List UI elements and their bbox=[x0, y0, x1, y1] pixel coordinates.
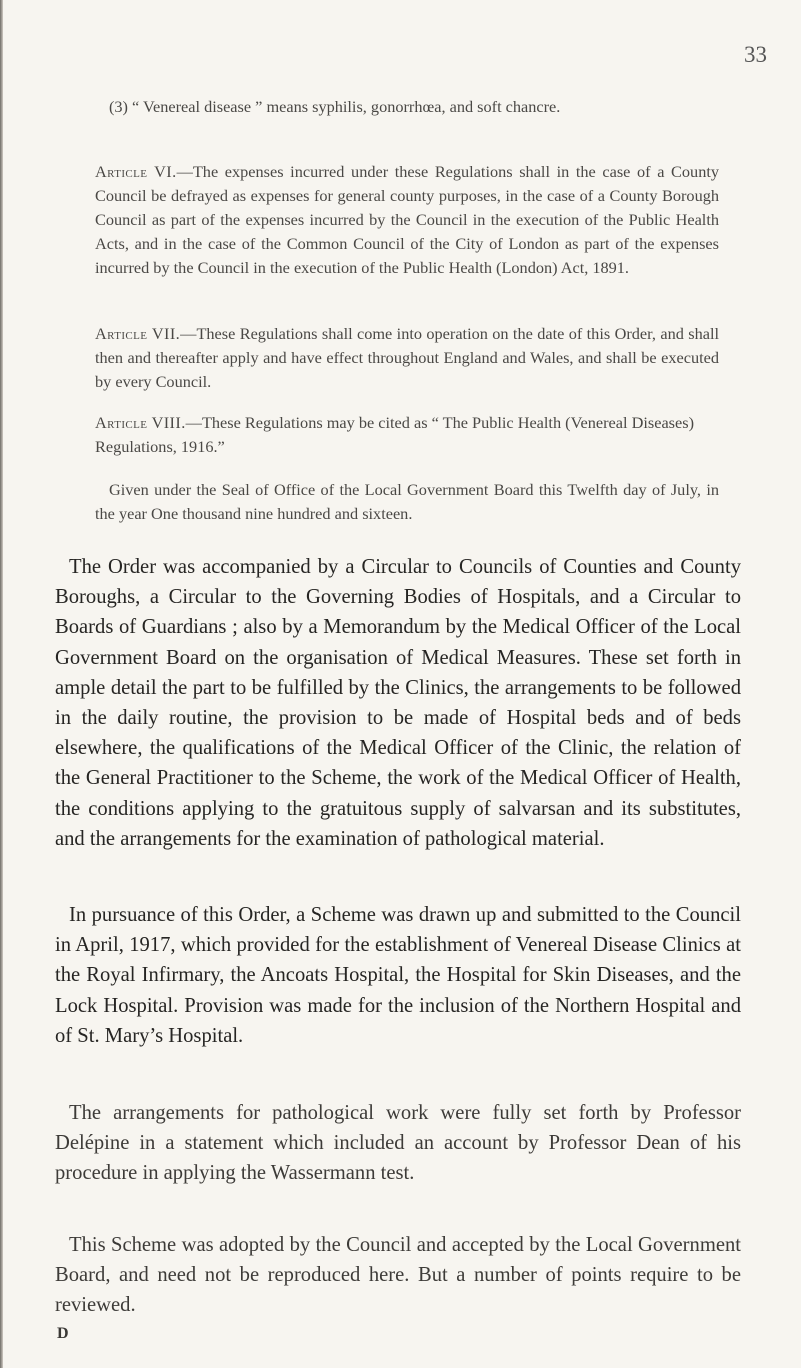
order-circulars-paragraph: The Order was accompanied by a Circular to Councils of Counties and County Boroughs, a Circular to the Governing Bodies of Hospitals, and a Circular to Boards of Guardians ; also by a Memorandum by the Medical Officer of the Local Government Board on the organisation of Medical Measures. These set forth in ample detail the part to be fulfilled by the Clinics, the arrangements to be followed in the daily routine, the provision to be made of Hospital beds and of beds elsewhere, the qualifications of the Medical Officer of the Clinic, the relation of the General Practitioner to the Scheme, the work of the Medical Officer of Health, the conditions applying to the gratuitous supply of salvarsan and its substitutes, and the arrangements for the examination of pathological material. bbox=[55, 556, 741, 850]
article-8-heading: Article VIII. bbox=[95, 413, 186, 432]
article-6-heading: Article VI. bbox=[95, 162, 177, 181]
article-8-text: These Regulations may be cited as “ The Public Health (Venereal Diseases) Regulations, 1916.” bbox=[95, 413, 694, 456]
article-7 bbox=[95, 322, 719, 394]
article-6-dash: — bbox=[176, 162, 193, 181]
signature-mark: D bbox=[57, 1325, 69, 1342]
venereal-disease-definition: (3) “ Venereal disease ” means syphilis, gonorrhœa, and soft chancre. bbox=[109, 97, 561, 116]
article-7-heading: Article VII. bbox=[95, 324, 181, 343]
scheme-paragraph: In pursuance of this Order, a Scheme was drawn up and submitted to the Council in April, 1917, which provided for the establishment of Venereal Disease Clinics at the Royal Infirmary, the Ancoats Hospital, the Hospital for Skin Diseases, and the Lock Hospital. Provision was made for the inclusion of the Northern Hospital and of St. Mary’s Hospital. bbox=[55, 904, 741, 1047]
article-8-dash: — bbox=[185, 413, 202, 432]
pathological-work-paragraph: The arrangements for pathological work were fully set forth by Professor Delépine in a statement which included an account by Professor Dean of his procedure in applying the Wassermann test. bbox=[55, 1102, 741, 1185]
given-under-seal: Given under the Seal of Office of the Local Government Board this Twelfth day of July, in the year One thousand nine hundred and sixteen. bbox=[95, 480, 719, 523]
article-6 bbox=[95, 160, 719, 280]
article-8 bbox=[95, 411, 719, 459]
page-binding-edge bbox=[0, 0, 3, 1368]
article-7-dash: — bbox=[180, 324, 197, 343]
page-number: 33 bbox=[744, 42, 767, 67]
article-7-text: These Regulations shall come into operation on the date of this Order, and shall then and thereafter apply and have effect throughout England and Wales, and shall be executed by every Council. bbox=[95, 324, 719, 391]
article-6-text: The expenses incurred under these Regulations shall in the case of a County Council be defrayed as expenses for general county purposes, in the case of a County Borough Council as part of the expenses incurred by the Council in the execution of the Public Health Acts, and in the case of the Common Council of the City of London as part of the expenses incurred by the Council in the execution of the Public Health (London) Act, 1891. bbox=[95, 162, 719, 277]
scheme-adopted-paragraph: This Scheme was adopted by the Council and accepted by the Local Government Board, and need not be reproduced here. But a number of points require to be reviewed. bbox=[55, 1234, 741, 1317]
